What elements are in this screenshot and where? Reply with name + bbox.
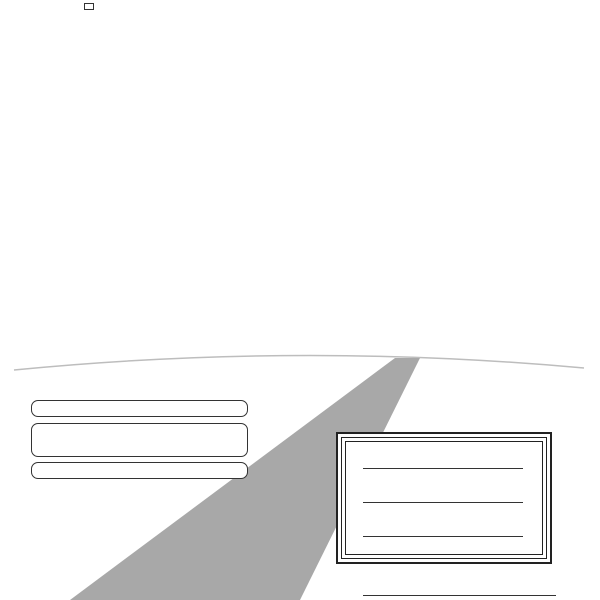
front-cover xyxy=(0,290,600,600)
salesperson-line[interactable] xyxy=(363,595,556,596)
flag-icon xyxy=(84,3,94,10)
compliments-box[interactable] xyxy=(336,432,552,564)
compliments-line-2 xyxy=(363,502,523,503)
phone-field[interactable] xyxy=(31,462,248,479)
upside-down-back-panel xyxy=(0,0,600,290)
name-field[interactable] xyxy=(31,400,248,417)
address-field[interactable] xyxy=(31,423,248,457)
compliments-line-3 xyxy=(363,536,523,537)
compliments-line-1 xyxy=(363,468,523,469)
